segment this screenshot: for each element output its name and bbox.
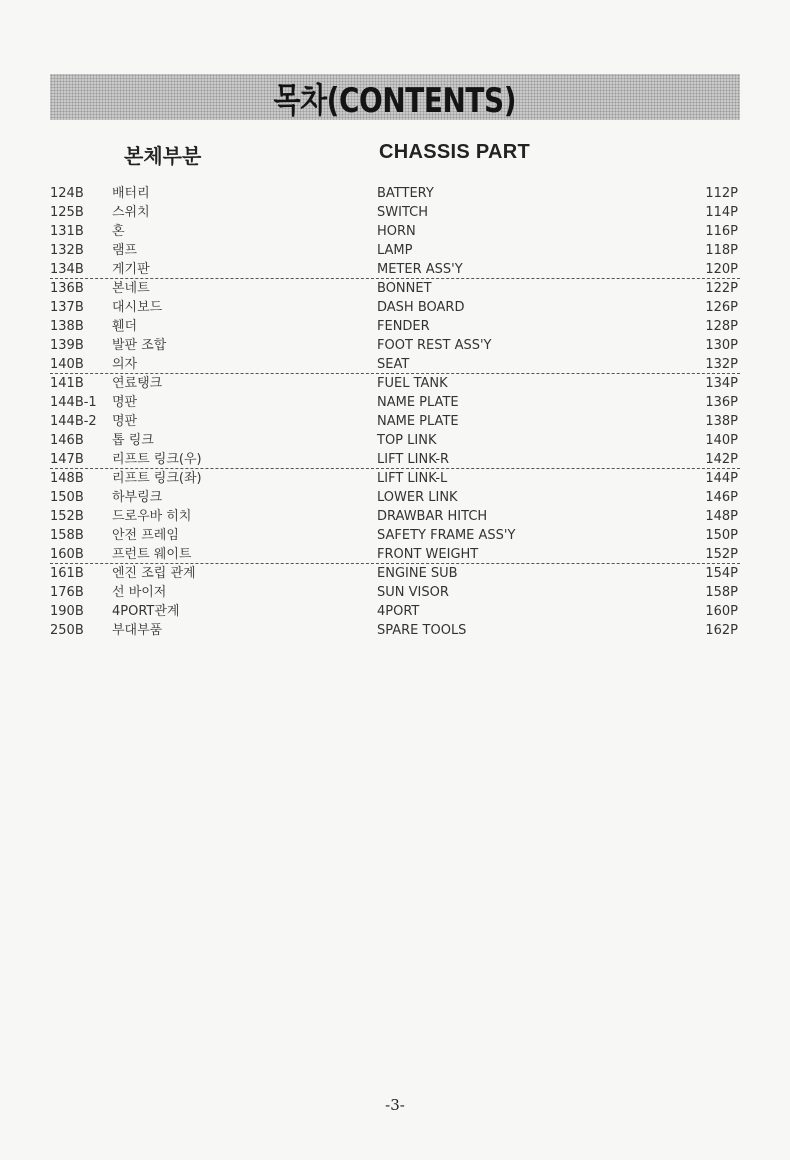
entry-page-number: 158P xyxy=(705,585,738,600)
toc-list xyxy=(50,184,740,640)
entry-code: 124B xyxy=(50,186,84,201)
toc-entry xyxy=(50,602,740,621)
entry-english-name: SAFETY FRAME ASS'Y xyxy=(377,528,516,543)
entry-korean-name: 명판 xyxy=(112,395,138,410)
entry-english-name: TOP LINK xyxy=(377,433,437,448)
entry-english-name: 4PORT xyxy=(377,604,420,619)
entry-code: 131B xyxy=(50,224,84,239)
entry-code: 146B xyxy=(50,433,84,448)
entry-korean-name: 스위치 xyxy=(112,205,150,220)
entry-korean-name: 하부링크 xyxy=(112,490,163,505)
entry-korean-name: 램프 xyxy=(112,243,138,258)
entry-english-name: FENDER xyxy=(377,319,430,334)
toc-entry xyxy=(50,260,740,279)
entry-korean-name: 4PORT관계 xyxy=(112,604,180,619)
toc-entry xyxy=(50,450,740,469)
entry-korean-name: 배터리 xyxy=(112,186,150,201)
entry-page-number: 132P xyxy=(705,357,738,372)
entry-korean-name: 명판 xyxy=(112,414,138,429)
entry-code: 140B xyxy=(50,357,84,372)
toc-entry xyxy=(50,526,740,545)
entry-english-name: SWITCH xyxy=(377,205,428,220)
entry-code: 161B xyxy=(50,566,84,581)
entry-code: 138B xyxy=(50,319,84,334)
entry-page-number: 128P xyxy=(705,319,738,334)
entry-code: 158B xyxy=(50,528,84,543)
entry-english-name: LIFT LINK-L xyxy=(377,471,448,486)
entry-english-name: NAME PLATE xyxy=(377,414,459,429)
entry-korean-name: 프런트 웨이트 xyxy=(112,547,192,562)
entry-korean-name: 휀더 xyxy=(112,319,138,334)
entry-english-name: LAMP xyxy=(377,243,413,258)
entry-code: 141B xyxy=(50,376,84,391)
entry-korean-name: 엔진 조립 관계 xyxy=(112,566,196,581)
section-header-korean: 본체부분 xyxy=(124,144,202,168)
toc-entry xyxy=(50,393,740,412)
toc-entry xyxy=(50,431,740,450)
entry-english-name: BONNET xyxy=(377,281,432,296)
entry-page-number: 116P xyxy=(705,224,738,239)
entry-korean-name: 본네트 xyxy=(112,281,150,296)
entry-english-name: LIFT LINK-R xyxy=(377,452,450,467)
entry-english-name: ENGINE SUB xyxy=(377,566,458,581)
toc-entry xyxy=(50,336,740,355)
entry-page-number: 122P xyxy=(705,281,738,296)
entry-english-name: SEAT xyxy=(377,357,410,372)
entry-code: 160B xyxy=(50,547,84,562)
entry-page-number: 120P xyxy=(705,262,738,277)
toc-entry xyxy=(50,222,740,241)
entry-page-number: 162P xyxy=(705,623,738,638)
entry-code: 190B xyxy=(50,604,84,619)
toc-entry xyxy=(50,279,740,298)
entry-code: 147B xyxy=(50,452,84,467)
entry-korean-name: 혼 xyxy=(112,224,125,239)
entry-page-number: 140P xyxy=(705,433,738,448)
entry-korean-name: 안전 프레임 xyxy=(112,528,179,543)
entry-code: 125B xyxy=(50,205,84,220)
footer-page-number: -3- xyxy=(385,1096,405,1114)
entry-code: 134B xyxy=(50,262,84,277)
entry-korean-name: 리프트 링크(우) xyxy=(112,452,202,467)
entry-code: 176B xyxy=(50,585,84,600)
toc-entry xyxy=(50,184,740,203)
entry-korean-name: 리프트 링크(좌) xyxy=(112,471,202,486)
entry-english-name: FOOT REST ASS'Y xyxy=(377,338,492,353)
entry-code: 137B xyxy=(50,300,84,315)
toc-entry xyxy=(50,564,740,583)
entry-code: 250B xyxy=(50,623,84,638)
section-header-english: CHASSIS PART xyxy=(379,141,531,163)
entry-page-number: 154P xyxy=(705,566,738,581)
toc-entry xyxy=(50,317,740,336)
toc-entry xyxy=(50,583,740,602)
entry-code: 152B xyxy=(50,509,84,524)
entry-page-number: 138P xyxy=(705,414,738,429)
entry-korean-name: 부대부품 xyxy=(112,623,163,638)
entry-code: 139B xyxy=(50,338,84,353)
title-banner xyxy=(50,74,740,120)
entry-korean-name: 게기판 xyxy=(112,262,150,277)
entry-english-name: FUEL TANK xyxy=(377,376,448,391)
toc-entry xyxy=(50,488,740,507)
entry-english-name: LOWER LINK xyxy=(377,490,458,505)
entry-page-number: 126P xyxy=(705,300,738,315)
toc-entry xyxy=(50,241,740,260)
entry-english-name: SPARE TOOLS xyxy=(377,623,467,638)
toc-entry xyxy=(50,298,740,317)
entry-page-number: 146P xyxy=(705,490,738,505)
entry-page-number: 148P xyxy=(705,509,738,524)
entry-code: 136B xyxy=(50,281,84,296)
toc-entry xyxy=(50,203,740,222)
entry-english-name: DASH BOARD xyxy=(377,300,465,315)
toc-entry xyxy=(50,507,740,526)
toc-entry xyxy=(50,355,740,374)
entry-english-name: METER ASS'Y xyxy=(377,262,463,277)
toc-entry xyxy=(50,545,740,564)
entry-english-name: NAME PLATE xyxy=(377,395,459,410)
entry-korean-name: 선 바이저 xyxy=(112,585,167,600)
entry-page-number: 114P xyxy=(705,205,738,220)
entry-korean-name: 의자 xyxy=(112,357,138,372)
entry-english-name: BATTERY xyxy=(377,186,434,201)
entry-page-number: 130P xyxy=(705,338,738,353)
entry-page-number: 112P xyxy=(705,186,738,201)
entry-code: 148B xyxy=(50,471,84,486)
entry-page-number: 144P xyxy=(705,471,738,486)
entry-english-name: SUN VISOR xyxy=(377,585,449,600)
entry-korean-name: 발판 조합 xyxy=(112,338,167,353)
entry-page-number: 152P xyxy=(705,547,738,562)
entry-korean-name: 드로우바 히치 xyxy=(112,509,192,524)
entry-page-number: 150P xyxy=(705,528,738,543)
entry-korean-name: 톱 링크 xyxy=(112,433,154,448)
entry-page-number: 118P xyxy=(705,243,738,258)
toc-entry xyxy=(50,374,740,393)
entry-english-name: DRAWBAR HITCH xyxy=(377,509,488,524)
entry-page-number: 142P xyxy=(705,452,738,467)
entry-english-name: FRONT WEIGHT xyxy=(377,547,479,562)
page-title: 목차(CONTENTS) xyxy=(273,80,517,121)
entry-code: 144B-2 xyxy=(50,414,97,429)
entry-code: 132B xyxy=(50,243,84,258)
toc-entry xyxy=(50,412,740,431)
entry-code: 150B xyxy=(50,490,84,505)
toc-entry xyxy=(50,469,740,488)
entry-english-name: HORN xyxy=(377,224,416,239)
entry-page-number: 134P xyxy=(705,376,738,391)
toc-entry xyxy=(50,621,740,640)
entry-code: 144B-1 xyxy=(50,395,97,410)
entry-korean-name: 대시보드 xyxy=(112,300,163,315)
entry-korean-name: 연료탱크 xyxy=(112,376,163,391)
entry-page-number: 160P xyxy=(705,604,738,619)
entry-page-number: 136P xyxy=(705,395,738,410)
